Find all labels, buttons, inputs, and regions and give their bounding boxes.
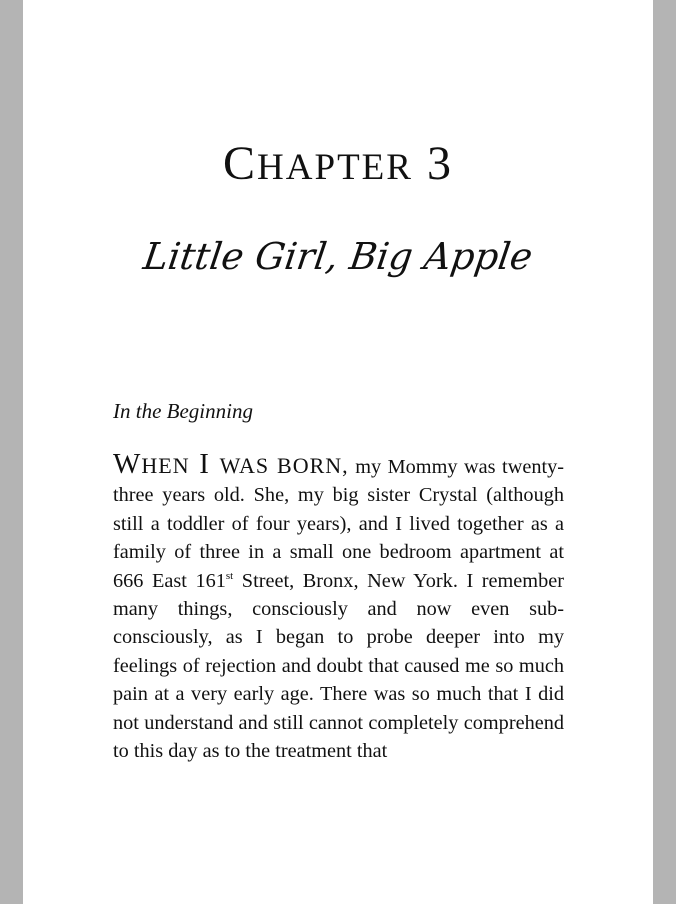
lead-in-smallcaps-2: WAS BORN, (219, 453, 349, 478)
body-text-part-1: my Mommy was twenty-three years old. She, my big sister Crystal (although still a toddler of four years), and I lived together as a family of three in a small one bedroom apartment at 666 East 161 (113, 456, 565, 592)
lead-in-cap-2: I (199, 448, 210, 480)
book-page (23, 0, 653, 904)
body-text-part-2: Street, Bronx, New York. I remember many things, consciously and now even sub-consciously, as I began to probe deeper into my feelings of rejection and doubt that caused me so much pain at a very early age. There was so much that I did not understand and still cannot completely comprehend to this day as to the treatment that (113, 569, 564, 763)
chapter-title-rest: HAPTER (257, 147, 413, 188)
lead-in-cap-1: W (113, 448, 142, 480)
chapter-title-initial: C (223, 137, 258, 190)
section-heading: In the Beginning (113, 399, 253, 423)
lead-in (113, 448, 349, 480)
ordinal-superscript: st (225, 569, 234, 582)
chapter-number: 3 (426, 137, 453, 190)
body-paragraph (113, 448, 565, 765)
chapter-subtitle: Little Girl, Big Apple (140, 235, 536, 278)
chapter-title (23, 137, 653, 190)
lead-in-smallcaps-1: HEN (141, 453, 190, 478)
